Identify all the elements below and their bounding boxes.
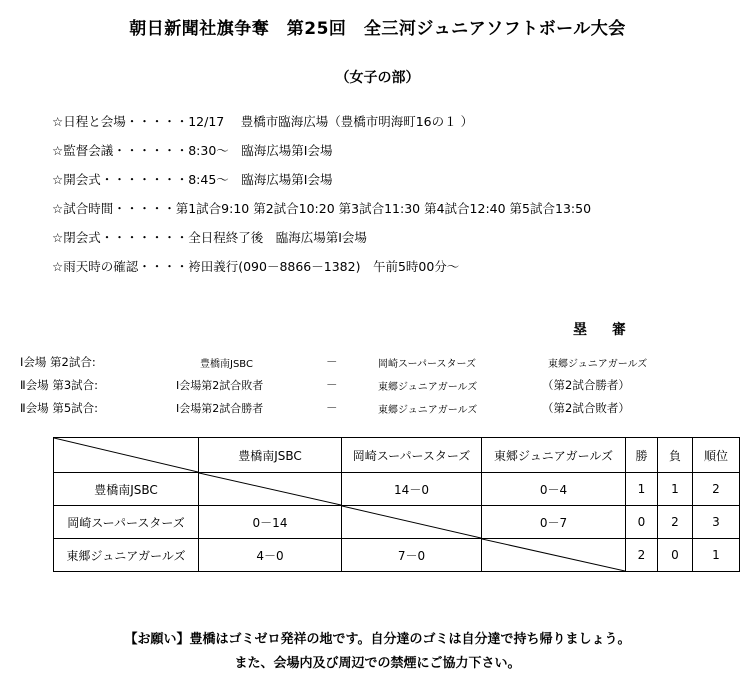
schedule-vs: － — [326, 355, 338, 369]
header-wins: 勝 — [626, 438, 658, 473]
table-row — [54, 539, 740, 572]
self-match-cell — [199, 473, 342, 506]
rank-cell: 2 — [693, 473, 740, 506]
info-opening-ceremony: ☆開会式・・・・・・・8:45～ 臨海広場第Ⅰ会場 — [52, 172, 333, 187]
schedule-venue: Ⅱ会場 第5試合: — [20, 401, 99, 415]
info-game-times: ☆試合時間・・・・・第1試合9:10 第2試合10:20 第3試合11:30 第4試合12:40 第5試合13:50 — [52, 201, 592, 216]
header-team: 岡崎スーパースターズ — [342, 438, 482, 473]
footer-request: 【お願い】豊橋はゴミゼロ発祥の地です。自分達のゴミは自分達で持ち帰りましょう。 — [124, 632, 631, 647]
diagonal-line — [54, 438, 198, 472]
score-cell: 0－7 — [482, 506, 626, 539]
diagonal-line — [342, 506, 481, 538]
losses-cell: 0 — [658, 539, 693, 572]
schedule-vs: － — [326, 378, 338, 392]
header-team: 東郷ジュニアガールズ — [482, 438, 626, 473]
score-cell: 0－4 — [482, 473, 626, 506]
rank-cell: 1 — [693, 539, 740, 572]
page-title: 朝日新聞社旗争奪 第25回 全三河ジュニアソフトボール大会 — [129, 19, 626, 39]
schedule-umpire-team: （第2試合敗者） — [542, 401, 630, 415]
wins-cell: 1 — [626, 473, 658, 506]
diagonal-line — [199, 473, 341, 505]
info-rain-check: ☆雨天時の確認・・・・袴田義行(090－8866－1382) 午前5時00分～ — [52, 259, 460, 274]
info-schedule-venue: ☆日程と会場・・・・・12/17 豊橋市臨海広場（豊橋市明海町16の１ ） — [52, 114, 474, 129]
self-match-cell — [482, 539, 626, 572]
umpire-heading: 塁 審 — [573, 322, 636, 338]
table-row — [54, 473, 740, 506]
page-subtitle: （女子の部） — [335, 70, 420, 86]
rank-cell: 3 — [693, 506, 740, 539]
diagonal-line — [482, 539, 625, 571]
losses-cell: 2 — [658, 506, 693, 539]
score-cell: 4－0 — [199, 539, 342, 572]
table-row — [54, 506, 740, 539]
score-cell: 0－14 — [199, 506, 342, 539]
schedule-home-team: Ⅰ会場第2試合勝者 — [176, 402, 264, 415]
wins-cell: 2 — [626, 539, 658, 572]
schedule-away-team: 東郷ジュニアガールズ — [378, 405, 478, 416]
schedule-umpire-team: 東郷ジュニアガールズ — [548, 359, 648, 370]
schedule-away-team: 岡崎スーパースターズ — [378, 359, 476, 370]
row-team-name: 豊橋南JSBC — [54, 473, 199, 506]
self-match-cell — [342, 506, 482, 539]
score-cell: 14－0 — [342, 473, 482, 506]
corner-diagonal-cell — [54, 438, 199, 473]
header-team: 豊橋南JSBC — [199, 438, 342, 473]
table-header-row — [54, 438, 740, 473]
info-closing-ceremony: ☆閉会式・・・・・・・全日程終了後 臨海広場第Ⅰ会場 — [52, 230, 367, 245]
losses-cell: 1 — [658, 473, 693, 506]
schedule-away-team: 東郷ジュニアガールズ — [378, 382, 478, 393]
row-team-name: 岡崎スーパースターズ — [54, 506, 199, 539]
info-managers-meeting: ☆監督会議・・・・・・8:30～ 臨海広場第Ⅰ会場 — [52, 143, 333, 158]
schedule-umpire-team: （第2試合勝者） — [542, 378, 630, 392]
schedule-venue: Ⅱ会場 第3試合: — [20, 378, 99, 392]
score-cell: 7－0 — [342, 539, 482, 572]
footer-no-smoking: また、会場内及び周辺での禁煙にご協力下さい。 — [234, 656, 521, 671]
schedule-venue: Ⅰ会場 第2試合: — [20, 355, 96, 369]
header-rank: 順位 — [693, 438, 740, 473]
schedule-home-team: 豊橋南JSBC — [200, 359, 253, 370]
row-team-name: 東郷ジュニアガールズ — [54, 539, 199, 572]
schedule-vs: － — [326, 401, 338, 415]
header-losses: 負 — [658, 438, 693, 473]
schedule-home-team: Ⅰ会場第2試合敗者 — [176, 379, 264, 392]
round-robin-table — [53, 437, 740, 572]
wins-cell: 0 — [626, 506, 658, 539]
